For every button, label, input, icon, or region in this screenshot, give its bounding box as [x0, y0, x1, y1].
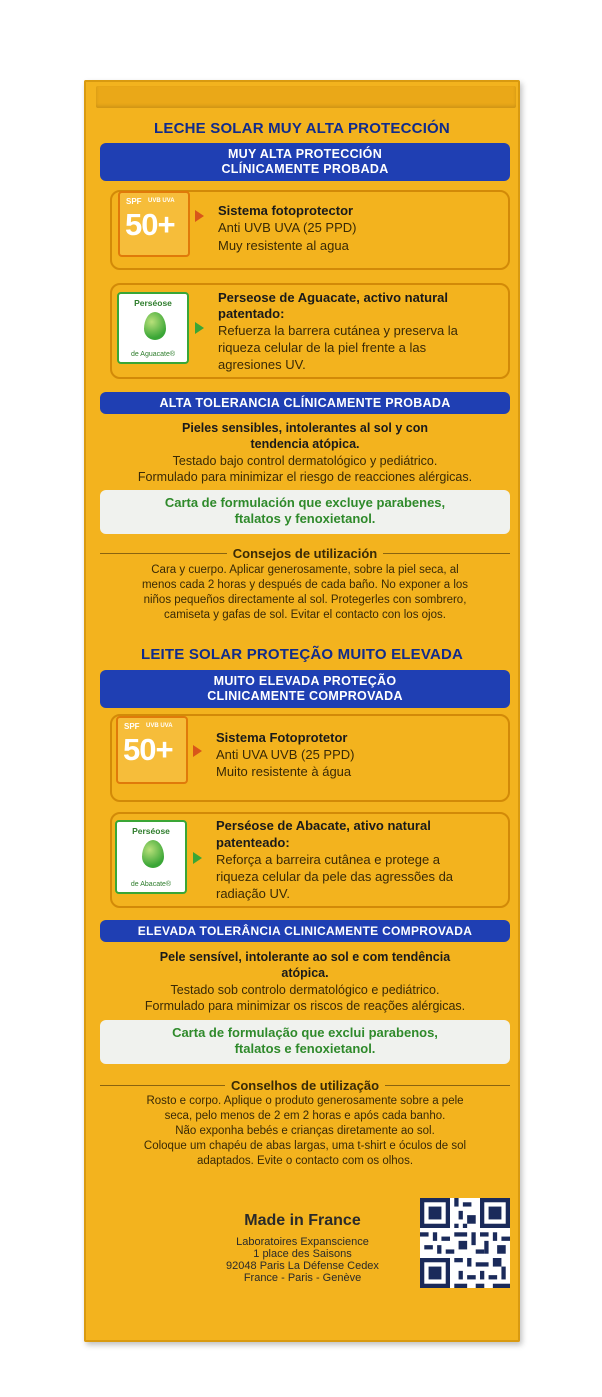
pt-green-arrow-icon — [193, 852, 202, 864]
es-feature2-line1: Refuerza la barrera cutánea y preserva la — [218, 323, 458, 338]
pt-feature1-line1: Anti UVA UVB (25 PPD) — [216, 747, 355, 762]
es-title: LECHE SOLAR MUY ALTA PROTECCIÓN — [154, 120, 450, 137]
pt-logo-top: Perséose — [132, 826, 170, 836]
es-advice-line3: niños pequeños directamente al sol. Protegerles con sombrero, — [143, 594, 467, 606]
es-logo-bottom: de Aguacate® — [130, 351, 176, 358]
pt-spf-label: SPF — [124, 722, 140, 731]
address-line1: Laboratoires Expanscience — [236, 1236, 369, 1248]
pt-advice-line4: Coloque um chapéu de abas largas, uma t-shirt e óculos de sol — [143, 1140, 467, 1152]
pt-band-line-1: MUITO ELEVADA PROTEÇÃO — [213, 674, 397, 688]
es-logo-top: Perséose — [134, 298, 172, 308]
pt-orange-arrow-icon — [193, 745, 202, 757]
pt-advice-heading: Conselhos de utilização — [225, 1078, 385, 1093]
es-feature1-line1: Anti UVB UVA (25 PPD) — [218, 220, 357, 235]
es-feature1-line2: Muy resistente al agua — [218, 238, 349, 253]
pt-advice-line3: Não exponha bebés e crianças diretamente ao sol. — [175, 1125, 435, 1137]
pt-advice-heading-wrap — [100, 1077, 510, 1095]
es-orange-arrow-icon — [195, 210, 204, 222]
es-green-arrow-icon — [195, 322, 204, 334]
manufacturer-address — [200, 1236, 405, 1284]
es-formulation-line2: ftalatos y fenoxietanol. — [234, 511, 376, 526]
pt-spf-uv: UVB UVA — [146, 723, 173, 729]
address-line2: 1 place des Saisons — [253, 1248, 352, 1260]
pt-advice-text — [100, 1094, 510, 1169]
pt-feature2-line2: riqueza celular da pele das agressões da — [216, 869, 454, 884]
es-spf-value: 50+ — [125, 207, 175, 242]
es-advice-heading: Consejos de utilización — [227, 546, 383, 561]
pt-tolerance-bold1: Pele sensível, intolerante ao sol e com tendência — [159, 950, 451, 964]
pt-feature2-heading1: Perséose de Abacate, ativo natural — [216, 818, 431, 833]
pt-advice-line2: seca, pelo menos de 2 em 2 horas e após cada banho. — [164, 1110, 446, 1122]
pt-feature1-line2: Muito resistente à água — [216, 764, 352, 779]
pt-feature2-heading2: patenteado: — [216, 835, 290, 850]
pt-feature1-heading: Sistema Fotoprotetor — [216, 730, 348, 745]
pt-spf-badge — [116, 716, 188, 784]
box-top-flap — [96, 86, 516, 108]
pt-formulation-line1: Carta de formulação que exclui parabenos, — [172, 1025, 438, 1040]
es-spf-uv: UVB UVA — [148, 198, 175, 204]
es-perseose-logo — [117, 292, 189, 364]
pt-tolerance-bold2: atópica. — [281, 966, 329, 980]
es-tolerance-bold1: Pieles sensibles, intolerantes al sol y con — [182, 421, 428, 435]
avocado-drop-icon — [142, 840, 164, 868]
es-advice-text — [100, 563, 510, 623]
qr-code[interactable] — [420, 1198, 510, 1288]
es-spf-label: SPF — [126, 197, 142, 206]
es-spf-badge — [118, 191, 190, 257]
avocado-drop-icon — [144, 312, 166, 340]
es-formulation-box — [100, 490, 510, 534]
es-advice-line1: Cara y cuerpo. Aplicar generosamente, sobre la piel seca, al — [151, 564, 459, 576]
es-tolerance-bold2: tendencia atópica. — [250, 437, 360, 451]
es-tolerance-line2: Formulado para minimizar el riesgo de reacciones alérgicas. — [137, 470, 473, 484]
es-feature2-heading1: Perseose de Aguacate, activo natural — [218, 290, 449, 305]
es-advice-line2: menos cada 2 horas y después de cada baño. No exponer a los — [141, 579, 469, 591]
pt-logo-bottom: de Abacate® — [130, 881, 172, 888]
es-tolerance-line1: Testado bajo control dermatológico y pediátrico. — [172, 454, 438, 468]
pt-title: LEITE SOLAR PROTEÇÃO MUITO ELEVADA — [140, 646, 464, 663]
es-protection-band — [100, 143, 510, 181]
pt-spf-value: 50+ — [123, 732, 173, 767]
address-line4: France - Paris - Genève — [243, 1272, 362, 1284]
es-feature1-heading: Sistema fotoprotector — [218, 203, 354, 218]
es-feature2-heading2: patentado: — [218, 306, 285, 321]
pt-band-line-2: CLINICAMENTE COMPROVADA — [207, 689, 403, 703]
address-line3: 92048 Paris La Défense Cedex — [226, 1260, 379, 1272]
pt-advice-line1: Rosto e corpo. Aplique o produto generosamente sobre a pele — [146, 1095, 464, 1107]
es-formulation-line1: Carta de formulación que excluye parabenes, — [164, 495, 446, 510]
pt-feature2-line3: radiação UV. — [216, 886, 290, 901]
qr-code-icon — [420, 1198, 510, 1288]
es-advice-heading-wrap — [100, 545, 510, 563]
pt-formulation-line2: ftalatos e fenoxietanol. — [234, 1041, 376, 1056]
made-in-france: Made in France — [244, 1212, 361, 1229]
pt-feature2-line1: Reforça a barreira cutânea e protege a — [216, 852, 441, 867]
pt-advice-line5: adaptados. Evite o contacto com os olhos. — [196, 1155, 414, 1167]
pt-tolerance-line1: Testado sob controlo dermatológico e pediátrico. — [170, 983, 440, 997]
pt-formulation-box — [100, 1020, 510, 1064]
es-advice-line4: camiseta y gafas de sol. Evitar el contacto con los ojos. — [164, 609, 446, 621]
es-feature2-line3: agresiones UV. — [218, 357, 306, 372]
es-feature2-line2: riqueza celular de la piel frente a las — [218, 340, 427, 355]
es-band-line-2: CLÍNICAMENTE PROBADA — [221, 162, 389, 176]
pt-protection-band — [100, 670, 510, 708]
es-band-line-1: MUY ALTA PROTECCIÓN — [227, 147, 383, 161]
pt-perseose-logo — [115, 820, 187, 894]
pt-tolerance-line2: Formulado para minimizar os riscos de reações alérgicas. — [144, 999, 466, 1013]
pt-tolerance-band: ELEVADA TOLERÂNCIA CLINICAMENTE COMPROVADA — [100, 920, 510, 942]
es-tolerance-band: ALTA TOLERANCIA CLÍNICAMENTE PROBADA — [100, 392, 510, 414]
